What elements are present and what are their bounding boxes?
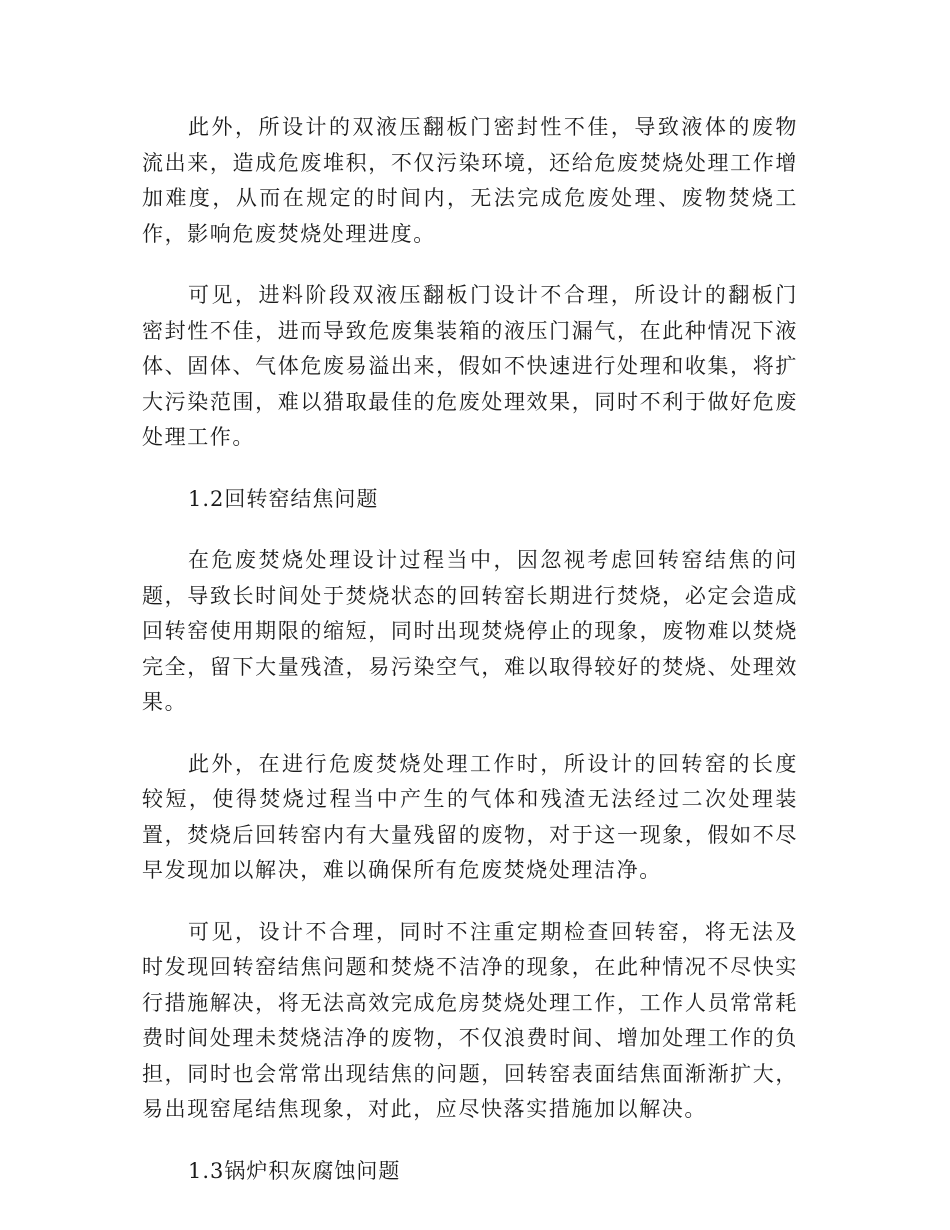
paragraph-kiln-length: 此外，在进行危废焚烧处理工作时，所设计的回转窑的长度较短，使得焚烧过程当中产生的气体和残渣无法经过二次处理装置，焚烧后回转窑内有大量残留的废物，对于这一现象，假如不尽早发现加以解决，难以确保所有危废焚烧处理洁净。	[142, 751, 798, 882]
paragraph-kiln-coking: 在危废焚烧处理设计过程当中，因忽视考虑回转窑结焦的问题，导致长时间处于焚烧状态的回转窑长期进行焚烧，必定会造成回转窑使用期限的缩短，同时出现焚烧停止的现象，废物难以焚烧完全，留下大量残渣，易污染空气，难以取得较好的焚烧、处理效果。	[142, 548, 798, 714]
paragraph-kiln-conclusion: 可见，设计不合理，同时不注重定期检查回转窑，将无法及时发现回转窑结焦问题和焚烧不洁净的现象，在此种情况不尽快实行措施解决，将无法高效完成危房焚烧处理工作，工作人员常常耗费时间处理未焚烧洁净的废物，不仅浪费时间、增加处理工作的负担，同时也会常常出现结焦的问题，回转窑表面结焦面渐渐扩大，易出现窑尾结焦现象，对此，应尽快落实措施加以解决。	[142, 919, 798, 1121]
section-heading-boiler-ash: 1.3锅炉积灰腐蚀问题	[188, 1158, 401, 1183]
paragraph-seal-issue: 此外，所设计的双液压翻板门密封性不佳，导致液体的废物流出来，造成危废堆积，不仅污染环境，还给危废焚烧处理工作增加难度，从而在规定的时间内，无法完成危废处理、废物焚烧工作，影响危废焚烧处理进度。	[142, 115, 798, 246]
document-page	[142, 110, 798, 1215]
paragraph-seal-conclusion: 可见，进料阶段双液压翻板门设计不合理，所设计的翻板门密封性不佳，进而导致危废集装箱的液压门漏气，在此种情况下液体、固体、气体危废易溢出来，假如不快速进行处理和收集，将扩大污染范围，难以猎取最佳的危废处理效果，同时不利于做好危废处理工作。	[142, 283, 798, 449]
section-heading-kiln-coking: 1.2回转窑结焦问题	[188, 486, 379, 511]
